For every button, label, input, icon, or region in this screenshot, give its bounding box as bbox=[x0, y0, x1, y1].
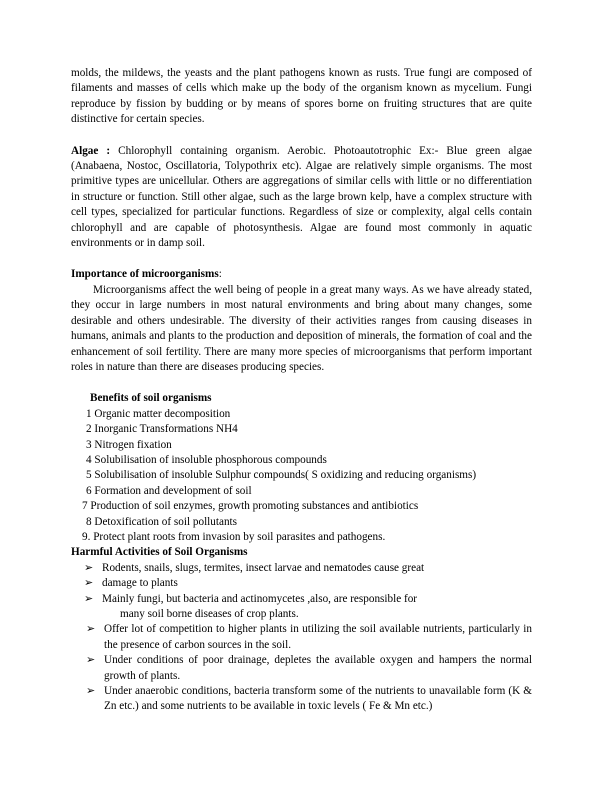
benefit-item: 7 Production of soil enzymes, growth promoting substances and antibiotics bbox=[82, 500, 419, 513]
harmful-item bbox=[86, 653, 532, 684]
arrow-bullet-icon: ➢ bbox=[84, 592, 94, 605]
benefit-item: 5 Solubilisation of insoluble Sulphur compounds( S oxidizing and reducing organisms) bbox=[86, 469, 477, 482]
harmful-item bbox=[84, 576, 532, 591]
importance-colon: : bbox=[218, 268, 222, 281]
arrow-bullet-icon: ➢ bbox=[84, 577, 94, 590]
harmful-item-text: damage to plants bbox=[102, 577, 178, 590]
benefit-item: 3 Nitrogen fixation bbox=[86, 438, 172, 451]
harmful-item-text: Under conditions of poor drainage, depletes the available oxygen and hampers the normal growth of plants. bbox=[104, 654, 532, 682]
harmful-title: Harmful Activities of Soil Organisms bbox=[71, 546, 248, 559]
benefit-item: 2 Inorganic Transformations NH4 bbox=[86, 423, 238, 436]
harmful-item bbox=[84, 561, 532, 576]
arrow-bullet-icon: ➢ bbox=[86, 654, 96, 667]
benefit-item: 4 Solubilisation of insoluble phosphorous compounds bbox=[86, 453, 327, 466]
harmful-item bbox=[86, 684, 532, 715]
harmful-item-continuation: many soil borne diseases of crop plants. bbox=[120, 608, 299, 620]
harmful-item-text: Under anaerobic conditions, bacteria transform some of the nutrients to unavailable form (K & Zn etc.) and some nutrients to be available in toxic levels ( Fe & Mn etc.) bbox=[104, 685, 532, 713]
harmful-item-text: Rodents, snails, slugs, termites, insect larvae and nematodes cause great bbox=[102, 561, 425, 574]
harmful-item-text: Mainly fungi, but bacteria and actinomycetes ,also, are responsible for bbox=[102, 592, 418, 605]
arrow-bullet-icon: ➢ bbox=[86, 623, 96, 636]
benefit-item: 6 Formation and development of soil bbox=[86, 484, 252, 497]
algae-text: Chlorophyll containing organism. Aerobic. Photoautotrophic Ex:- Blue green algae (Anabaena, Nostoc, Oscillatoria, Tolypothrix etc). Algae are relatively simple organisms. The most primitive types are unicellular. Others are aggregations of similar cells with little or no differentiation in structure or function. Still other algae, such as the large brown kelp, have a complex structure with cell types, specialized for particular functions. Regardless of size or complexity, algal cells contain chlorophyll and are capable of photosynthesis. Algae are found most commonly in aquatic environments or in damp soil. bbox=[71, 144, 532, 250]
arrow-bullet-icon: ➢ bbox=[86, 685, 96, 698]
importance-heading-line bbox=[71, 267, 532, 282]
harmful-item-text: Offer lot of competition to higher plants in utilizing the soil available nutrients, particularly in the presence of carbon sources in the soil. bbox=[104, 623, 532, 651]
benefit-item: 9. Protect plant roots from invasion by soil parasites and pathogens. bbox=[82, 530, 386, 543]
importance-heading: Importance of microorganisms bbox=[71, 268, 219, 281]
arrow-bullet-icon: ➢ bbox=[84, 561, 94, 574]
harmful-item bbox=[86, 622, 532, 653]
benefits-title: Benefits of soil organisms bbox=[90, 392, 212, 405]
document-page bbox=[71, 66, 532, 715]
importance-paragraph: Microorganisms affect the well being of people in a great many ways. As we have already stated, they occur in large numbers in most natural environments and bring about many changes, some desirable and others undesirable. The diversity of their activities ranges from causing diseases in humans, animals and plants to the production and deposition of minerals, the formation of coal and the enhancement of soil fertility. There are many more species of microorganisms that perform important roles in nature than there are diseases producing species. bbox=[71, 283, 532, 373]
algae-label: Algae : bbox=[71, 144, 111, 157]
benefit-item: 8 Detoxification of soil pollutants bbox=[86, 515, 238, 528]
fungi-paragraph: molds, the mildews, the yeasts and the plant pathogens known as rusts. True fungi are composed of filaments and masses of cells which make up the body of the organism known as mycelium. Fungi reproduce by fission by budding or by means of spores borne on fruiting structures that are quite distinctive for certain species. bbox=[71, 67, 532, 126]
benefit-item: 1 Organic matter decomposition bbox=[86, 407, 231, 420]
harmful-item bbox=[84, 592, 532, 607]
algae-paragraph bbox=[71, 144, 532, 252]
